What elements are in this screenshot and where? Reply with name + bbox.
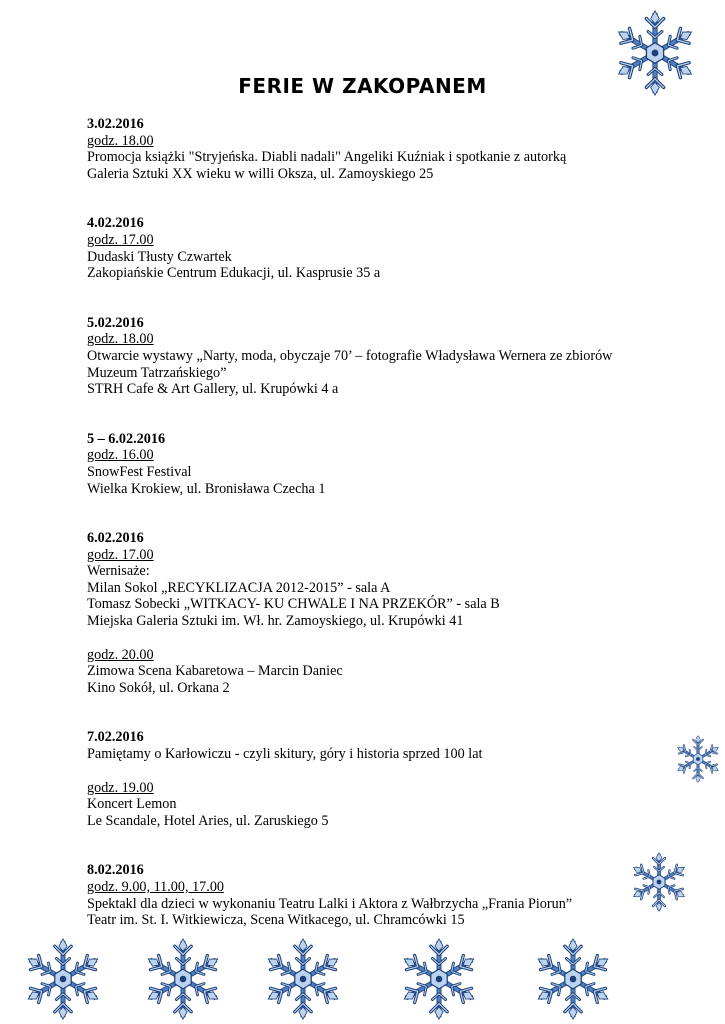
snowflake-icon: [674, 735, 722, 783]
event-item: [87, 116, 647, 182]
snowflake-icon: [532, 938, 614, 1020]
event-description: Dudaski Tłusty Czwartek: [87, 248, 232, 265]
event-item: [87, 215, 647, 281]
event-date: 7.02.2016: [87, 729, 144, 746]
snowflake-icon: [142, 938, 224, 1020]
snowflake-icon: [398, 938, 480, 1020]
event-date: 5 – 6.02.2016: [87, 430, 166, 447]
event-venue: Teatr im. St. I. Witkiewicza, Scena Witkacego, ul. Chramcówki 15: [87, 912, 465, 929]
event-time: godz. 18.00: [87, 331, 154, 348]
event-description: Otwarcie wystawy „Narty, moda, obyczaje 70’ – fotografie Władysława Wernera ze zbiorów: [87, 347, 613, 364]
event-item: [87, 530, 647, 696]
event-time: godz. 18.00: [87, 132, 154, 149]
event-description: SnowFest Festival: [87, 463, 192, 480]
event-date: 5.02.2016: [87, 314, 144, 331]
event-description: Promocja książki "Stryjeńska. Diabli nadali" Angeliki Kuźniak i spotkanie z autorką: [87, 149, 567, 166]
event-item: [87, 315, 647, 398]
snowflake-icon: [612, 10, 698, 96]
event-venue: Zakopiańskie Centrum Edukacji, ul. Kasprusie 35 a: [87, 265, 381, 282]
event-time: godz. 19.00: [87, 779, 154, 796]
event-venue: Wielka Krokiew, ul. Bronisława Czecha 1: [87, 480, 326, 497]
event-time: godz. 16.00: [87, 447, 154, 464]
event-time: godz. 20.00: [87, 646, 154, 663]
snowflake-icon: [629, 852, 689, 912]
event-date: 6.02.2016: [87, 530, 144, 547]
event-time: godz. 17.00: [87, 231, 154, 248]
event-description: Wernisaże:: [87, 563, 150, 580]
event-description: Tomasz Sobecki „WITKACY- KU CHWALE I NA PRZEKÓR” - sala B: [87, 596, 500, 613]
events-list: [87, 116, 647, 929]
event-venue: Kino Sokół, ul. Orkana 2: [87, 679, 230, 696]
event-date: 3.02.2016: [87, 116, 144, 132]
event-date: 4.02.2016: [87, 215, 144, 232]
event-venue: STRH Cafe & Art Gallery, ul. Krupówki 4 a: [87, 381, 339, 398]
event-description: Spektakl dla dzieci w wykonaniu Teatru Lalki i Aktora z Wałbrzycha „Frania Piorun”: [87, 895, 573, 912]
event-item: [87, 862, 647, 928]
event-date: 8.02.2016: [87, 862, 144, 879]
event-item: [87, 729, 647, 829]
snowflake-icon: [22, 938, 104, 1020]
event-item: [87, 431, 647, 497]
event-time: godz. 9.00, 11.00, 17.00: [87, 879, 225, 895]
event-description: Muzeum Tatrzańskiego”: [87, 364, 227, 381]
event-description: Pamiętamy o Karłowiczu - czyli skitury, góry i historia sprzed 100 lat: [87, 746, 483, 763]
event-time: godz. 17.00: [87, 546, 154, 563]
event-description: Koncert Lemon: [87, 796, 177, 813]
event-description: Zimowa Scena Kabaretowa – Marcin Daniec: [87, 663, 343, 680]
snowflake-icon: [262, 938, 344, 1020]
page-title: FERIE W ZAKOPANEM: [238, 74, 487, 98]
event-venue: Le Scandale, Hotel Aries, ul. Zaruskiego 5: [87, 812, 329, 829]
event-venue: Galeria Sztuki XX wieku w willi Oksza, ul. Zamoyskiego 25: [87, 165, 434, 182]
event-venue: Miejska Galeria Sztuki im. Wł. hr. Zamoyskiego, ul. Krupówki 41: [87, 613, 464, 630]
event-description: Milan Sokol „RECYKLIZACJA 2012-2015” - sala A: [87, 579, 391, 596]
